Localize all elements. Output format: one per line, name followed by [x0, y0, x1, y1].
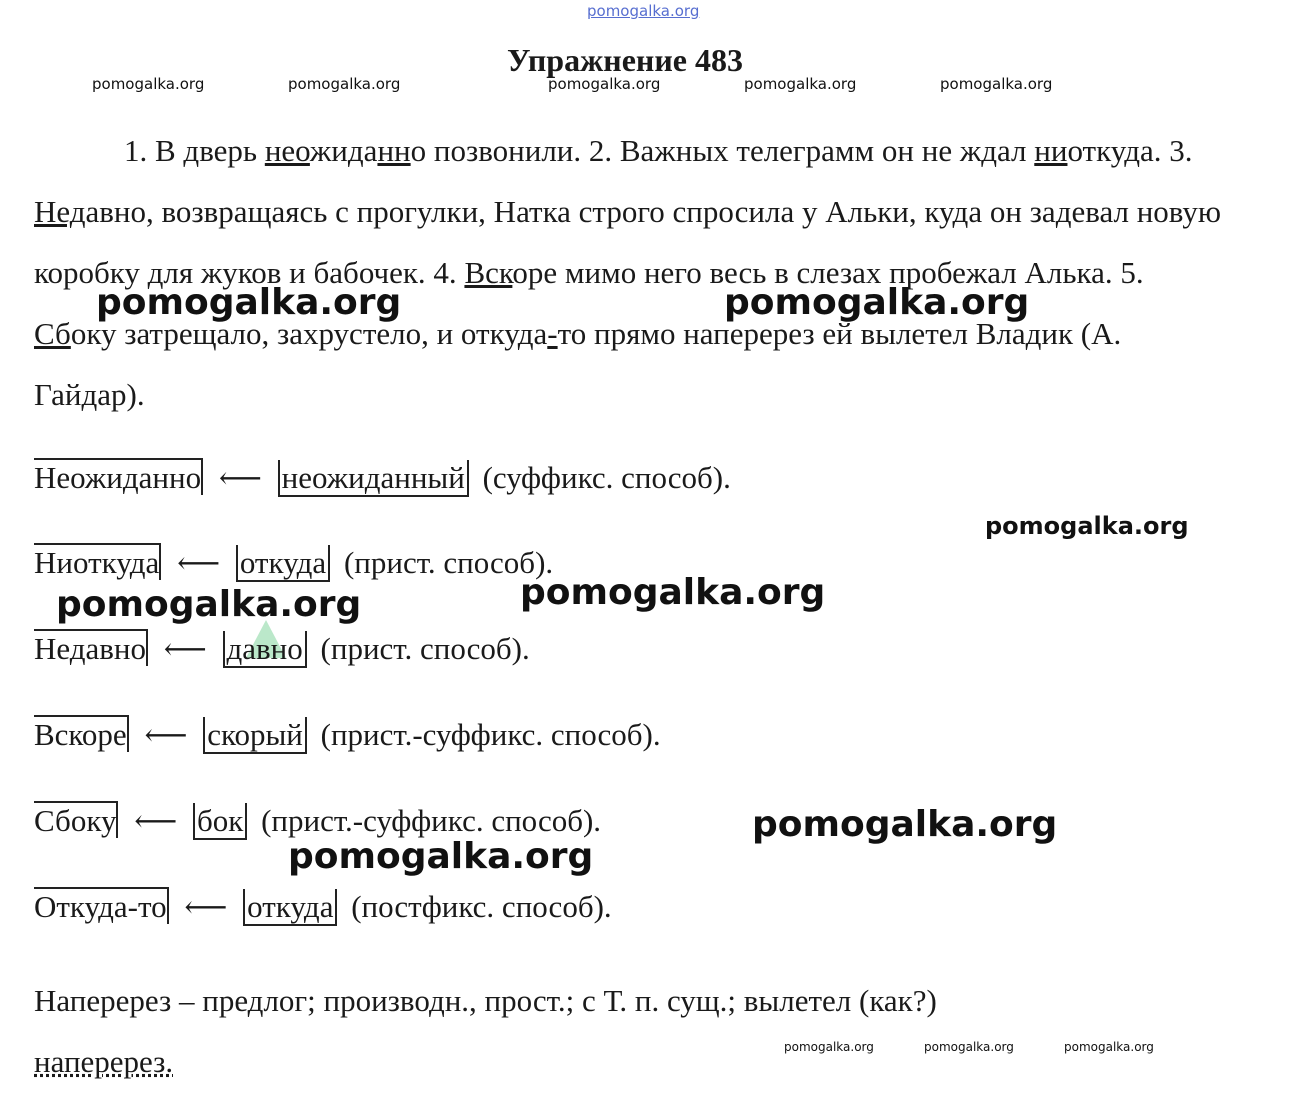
text-fragment: то прямо наперерез ей вылетел Владик (А. Гайдар).	[34, 316, 1122, 412]
analyzed-word: Ниоткуда	[34, 545, 160, 580]
watermark-bottom: pomogalka.org	[924, 1040, 1014, 1054]
watermark-big: pomogalka.org	[752, 804, 1058, 845]
base-word: неожиданный	[278, 460, 469, 497]
derivation-arrow-icon: ⟵	[177, 547, 221, 580]
analyzed-word: Откуда-то	[34, 889, 167, 924]
watermark-small: pomogalka.org	[288, 75, 401, 93]
watermark-small: pomogalka.org	[744, 75, 857, 93]
watermark-small: pomogalka.org	[940, 75, 1053, 93]
analysis-row	[34, 715, 661, 755]
base-word: откуда	[236, 545, 330, 582]
formation-method: (прист. способ).	[320, 631, 530, 666]
derivation-arrow-icon: ⟵	[184, 891, 228, 924]
base-word: давно	[223, 631, 307, 668]
analyzed-word: Недавно	[34, 631, 146, 666]
analysis-row	[34, 801, 601, 841]
page-title: Упражнение 483	[506, 42, 743, 78]
underlined-morpheme: нн	[377, 133, 411, 168]
underlined-morpheme: Сб	[34, 316, 71, 351]
footer-line: наперерез.	[34, 1044, 174, 1079]
underlined-morpheme: Нед	[34, 194, 86, 229]
analyzed-word: Вскоре	[34, 717, 127, 752]
text-fragment: жида	[309, 133, 378, 168]
formation-method: (суффикс. способ).	[482, 460, 731, 495]
formation-method: (постфикс. способ).	[351, 889, 612, 924]
text-fragment: 1. В дверь	[124, 133, 265, 168]
derivation-arrow-icon: ⟵	[144, 719, 188, 752]
text-fragment: о позвонили. 2. Важных телеграмм он не ждал	[410, 133, 1035, 168]
base-word: откуда	[243, 889, 337, 926]
underlined-morpheme: нео	[264, 133, 310, 168]
watermark-big: pomogalka.org	[520, 572, 826, 613]
derivation-arrow-icon: ⟵	[134, 805, 178, 838]
analyzed-word: Сбоку	[34, 803, 117, 838]
watermark-big: pomogalka.org	[724, 282, 1030, 323]
text-fragment: авно, возвращаясь с прогулки, Натка строго спросила у Альки, куда он задевал новую коробку для жуков и бабочек. 4.	[34, 194, 1222, 290]
analysis-row	[34, 458, 731, 498]
watermark-small: pomogalka.org	[548, 75, 661, 93]
footer-line: Наперерез – предлог; производн., прост.; с Т. п. сущ.; вылетел (как?)	[34, 983, 937, 1018]
text-fragment: откуда. 3.	[1067, 133, 1193, 168]
analysis-row	[34, 887, 612, 927]
watermark-bottom: pomogalka.org	[1064, 1040, 1154, 1054]
formation-method: (прист.-суффикс. способ).	[320, 717, 661, 752]
analyzed-word: Неожиданно	[34, 460, 202, 495]
watermark-big: pomogalka.org	[288, 836, 594, 877]
analysis-row	[34, 629, 530, 669]
watermark-big: pomogalka.org	[96, 282, 402, 323]
underlined-morpheme: -	[547, 316, 558, 351]
underlined-morpheme: Вск	[464, 255, 513, 290]
base-word: бок	[193, 803, 247, 840]
watermark-small: pomogalka.org	[985, 512, 1189, 540]
watermark-bottom: pomogalka.org	[784, 1040, 874, 1054]
formation-method: (прист.-суффикс. способ).	[261, 803, 602, 838]
footer-text	[34, 970, 1234, 1092]
watermark-big: pomogalka.org	[56, 584, 362, 625]
watermark-small: pomogalka.org	[92, 75, 205, 93]
base-word: скорый	[203, 717, 307, 754]
analysis-row	[34, 543, 553, 583]
formation-method: (прист. способ).	[343, 545, 554, 580]
derivation-arrow-icon: ⟵	[163, 633, 207, 666]
watermark-top: pomogalka.org	[587, 2, 700, 20]
text-fragment: оку затрещало, захрустело, и откуда	[70, 316, 548, 351]
derivation-arrow-icon: ⟵	[218, 462, 262, 495]
exercise-text	[34, 120, 1224, 425]
underlined-morpheme: ни	[1034, 133, 1068, 168]
text-fragment: оре мимо него весь в слезах пробежал Алька. 5.	[512, 255, 1144, 290]
